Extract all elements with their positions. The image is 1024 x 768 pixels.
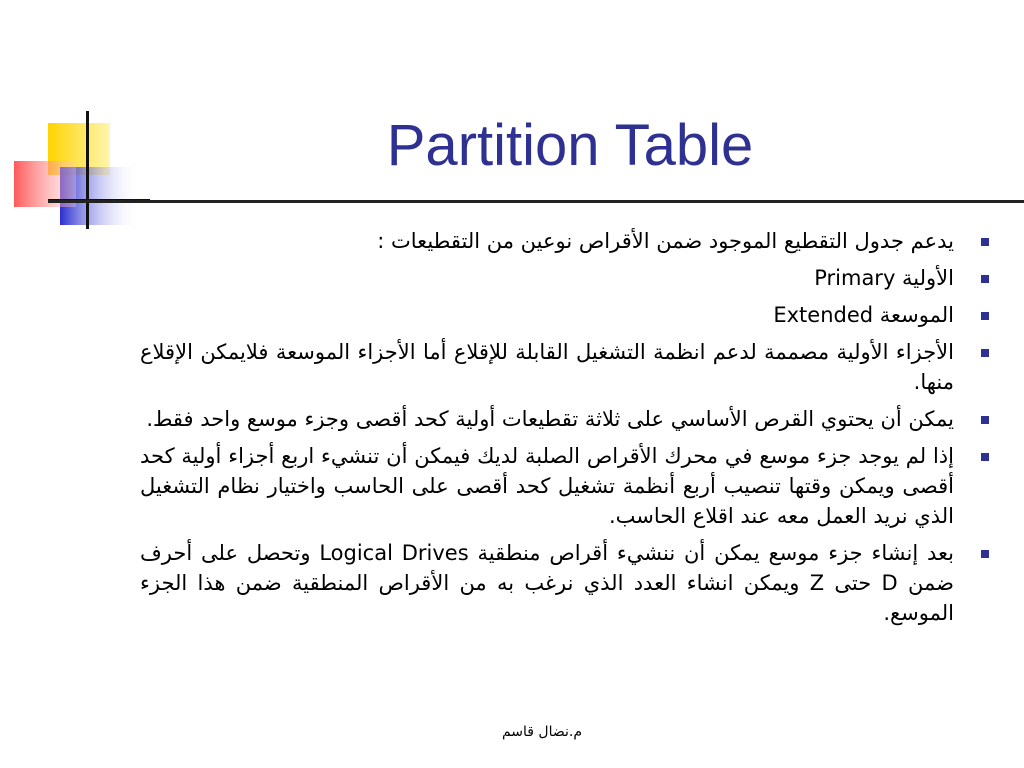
bullet-square-icon — [981, 453, 989, 461]
list-item — [140, 337, 992, 397]
slide-logo-decoration — [0, 105, 150, 235]
bullet-text: الموسعة Extended — [773, 303, 954, 327]
bullet-text: يدعم جدول التقطيع الموجود ضمن الأقراص نوعين من التقطيعات : — [377, 229, 954, 253]
bullet-list — [140, 226, 992, 635]
title-divider — [48, 200, 1024, 203]
bullet-text: الأجزاء الأولية مصممة لدعم انظمة التشغيل القابلة للإقلاع أما الأجزاء الموسعة فلايمكن الإقلاع منها. — [140, 340, 954, 394]
list-item — [140, 538, 992, 628]
bullet-text: بعد إنشاء جزء موسع يمكن أن ننشيء أقراص منطقية Logical Drives وتحصل على أحرف ضمن D حتى Z ويمكن انشاء العدد الذي نرغب به من الأقراص المنطقية ضمن هذا الجزء الموسع. — [140, 541, 954, 625]
slide-footer-author: م.نضال قاسم — [501, 724, 583, 740]
bullet-square-icon — [981, 550, 989, 558]
list-item — [140, 263, 992, 293]
list-item — [140, 226, 992, 256]
bullet-square-icon — [981, 416, 989, 424]
bullet-square-icon — [981, 238, 989, 246]
bullet-text: الأولية Primary — [814, 266, 954, 290]
page-title: Partition Table — [386, 113, 754, 178]
bullet-text: إذا لم يوجد جزء موسع في محرك الأقراص الصلبة لديك فيمكن أن تنشيء اربع أجزاء أولية كحد أقصى ويمكن وقتها تنصيب أربع أنظمة تشغيل كحد أقصى على الحاسب واختيار نظام التشغيل الذي نريد العمل معه عند اقلاع الحاسب. — [140, 444, 954, 528]
bullet-text: يمكن أن يحتوي القرص الأساسي على ثلاثة تقطيعات أولية كحد أقصى وجزء موسع واحد فقط. — [146, 407, 954, 431]
bullet-square-icon — [981, 312, 989, 320]
bullet-square-icon — [981, 349, 989, 357]
list-item — [140, 300, 992, 330]
list-item — [140, 404, 992, 434]
list-item — [140, 441, 992, 531]
bullet-square-icon — [981, 275, 989, 283]
